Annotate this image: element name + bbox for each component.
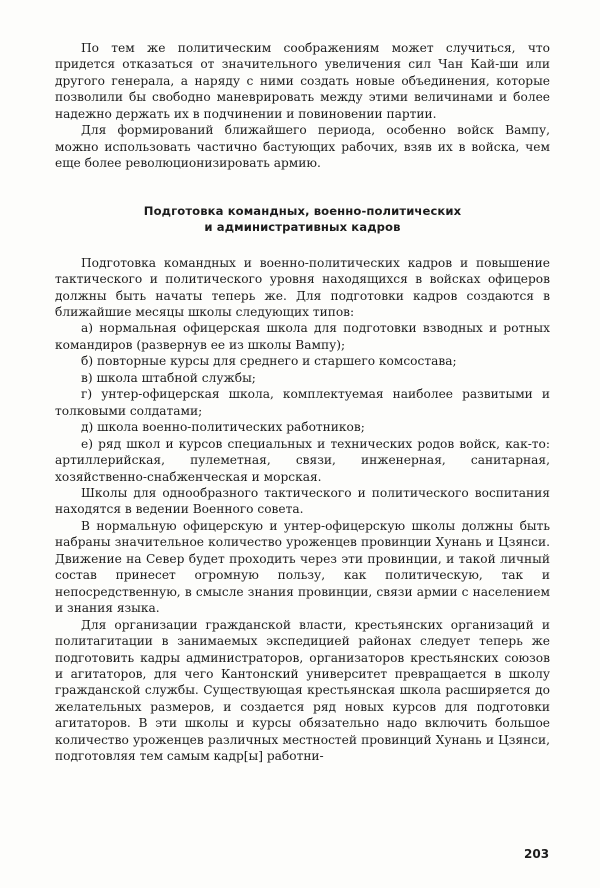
- paragraph-civil-administration-cadres: Для организации гражданской власти, крестьянских организаций и политагитации в занимаемых экспедицией районах следует теперь же подготовить кадры администраторов, организаторов крестьянских союзов и агитаторов, для чего Кантонский университет превращается в школу гражданской службы. Существующая крестьянская школа расширяется до желательных размеров, и создается ряд новых курсов для подготовки агитаторов. В эти школы и курсы обязательно надо включить большое количество уроженцев различных местностей провинций Хунань и Цзянси, подготовляя тем самым кадр[ы] работни-: [55, 617, 550, 764]
- section-heading-line-2: и административных кадров: [204, 219, 401, 234]
- list-item-school-g: г) унтер-офицерская школа, комплектуемая наиболее развитыми и толковыми солдатами;: [55, 387, 550, 418]
- paragraph-political-considerations: По тем же политическим соображениям может случиться, что придется отказаться от значительного увеличения сил Чан Кай-ши или другого генерала, а наряду с ними создать новые объединения, которые позволили бы свободно маневрировать между этими величинами и более надежно держать их в подчинении и повиновении партии.: [55, 41, 550, 121]
- list-item-school-a: а) нормальная офицерская школа для подготовки взводных и ротных командиров (развернув ее из школы Вампу);: [55, 321, 550, 352]
- paragraph-near-term-formations: Для формирований ближайшего периода, особенно войск Вампу, можно использовать частично бастующих рабочих, взяв их в войска, чем еще более революционизировать армию.: [55, 123, 550, 171]
- section-heading-line-1: Подготовка командных, военно-политических: [143, 203, 462, 218]
- list-item-school-d: д) школа военно-политических работников;: [81, 420, 365, 435]
- paragraph-schools-administration: Школы для однообразного тактического и политического воспитания находятся в ведении Военного совета.: [55, 485, 550, 517]
- list-item-school-v: в) школа штабной службы;: [81, 370, 256, 385]
- section-heading: [55, 203, 550, 235]
- list-item-school-e: е) ряд школ и курсов специальных и технических родов войск, как-то: артиллерийская, пулеметная, связи, инженерная, санитарная, хозяйственно-снабженческая и морская.: [55, 436, 550, 484]
- list-item-school-b: б) повторные курсы для среднего и старшего комсостава;: [81, 354, 457, 369]
- page-body: [55, 40, 550, 765]
- page-number: 203: [524, 847, 550, 861]
- paragraph-cadre-training-intro: Подготовка командных и военно-политических кадров и повышение тактического и политического уровня находящихся в войсках офицеров должны быть начаты теперь же. Для подготовки кадров создаются в ближайшие месяцы школы следующих типов:: [55, 255, 550, 319]
- paragraph-hunan-jiangxi-recruitment: В нормальную офицерскую и унтер-офицерскую школы должны быть набраны значительное количество уроженцев провинции Хунань и Цзянси. Движение на Север будет проходить через эти провинции, и такой личный состав принесет огромную пользу, как политическую, так и непосредственную, в смысле знания провинции, связи армии с населением и знания языка.: [55, 518, 550, 616]
